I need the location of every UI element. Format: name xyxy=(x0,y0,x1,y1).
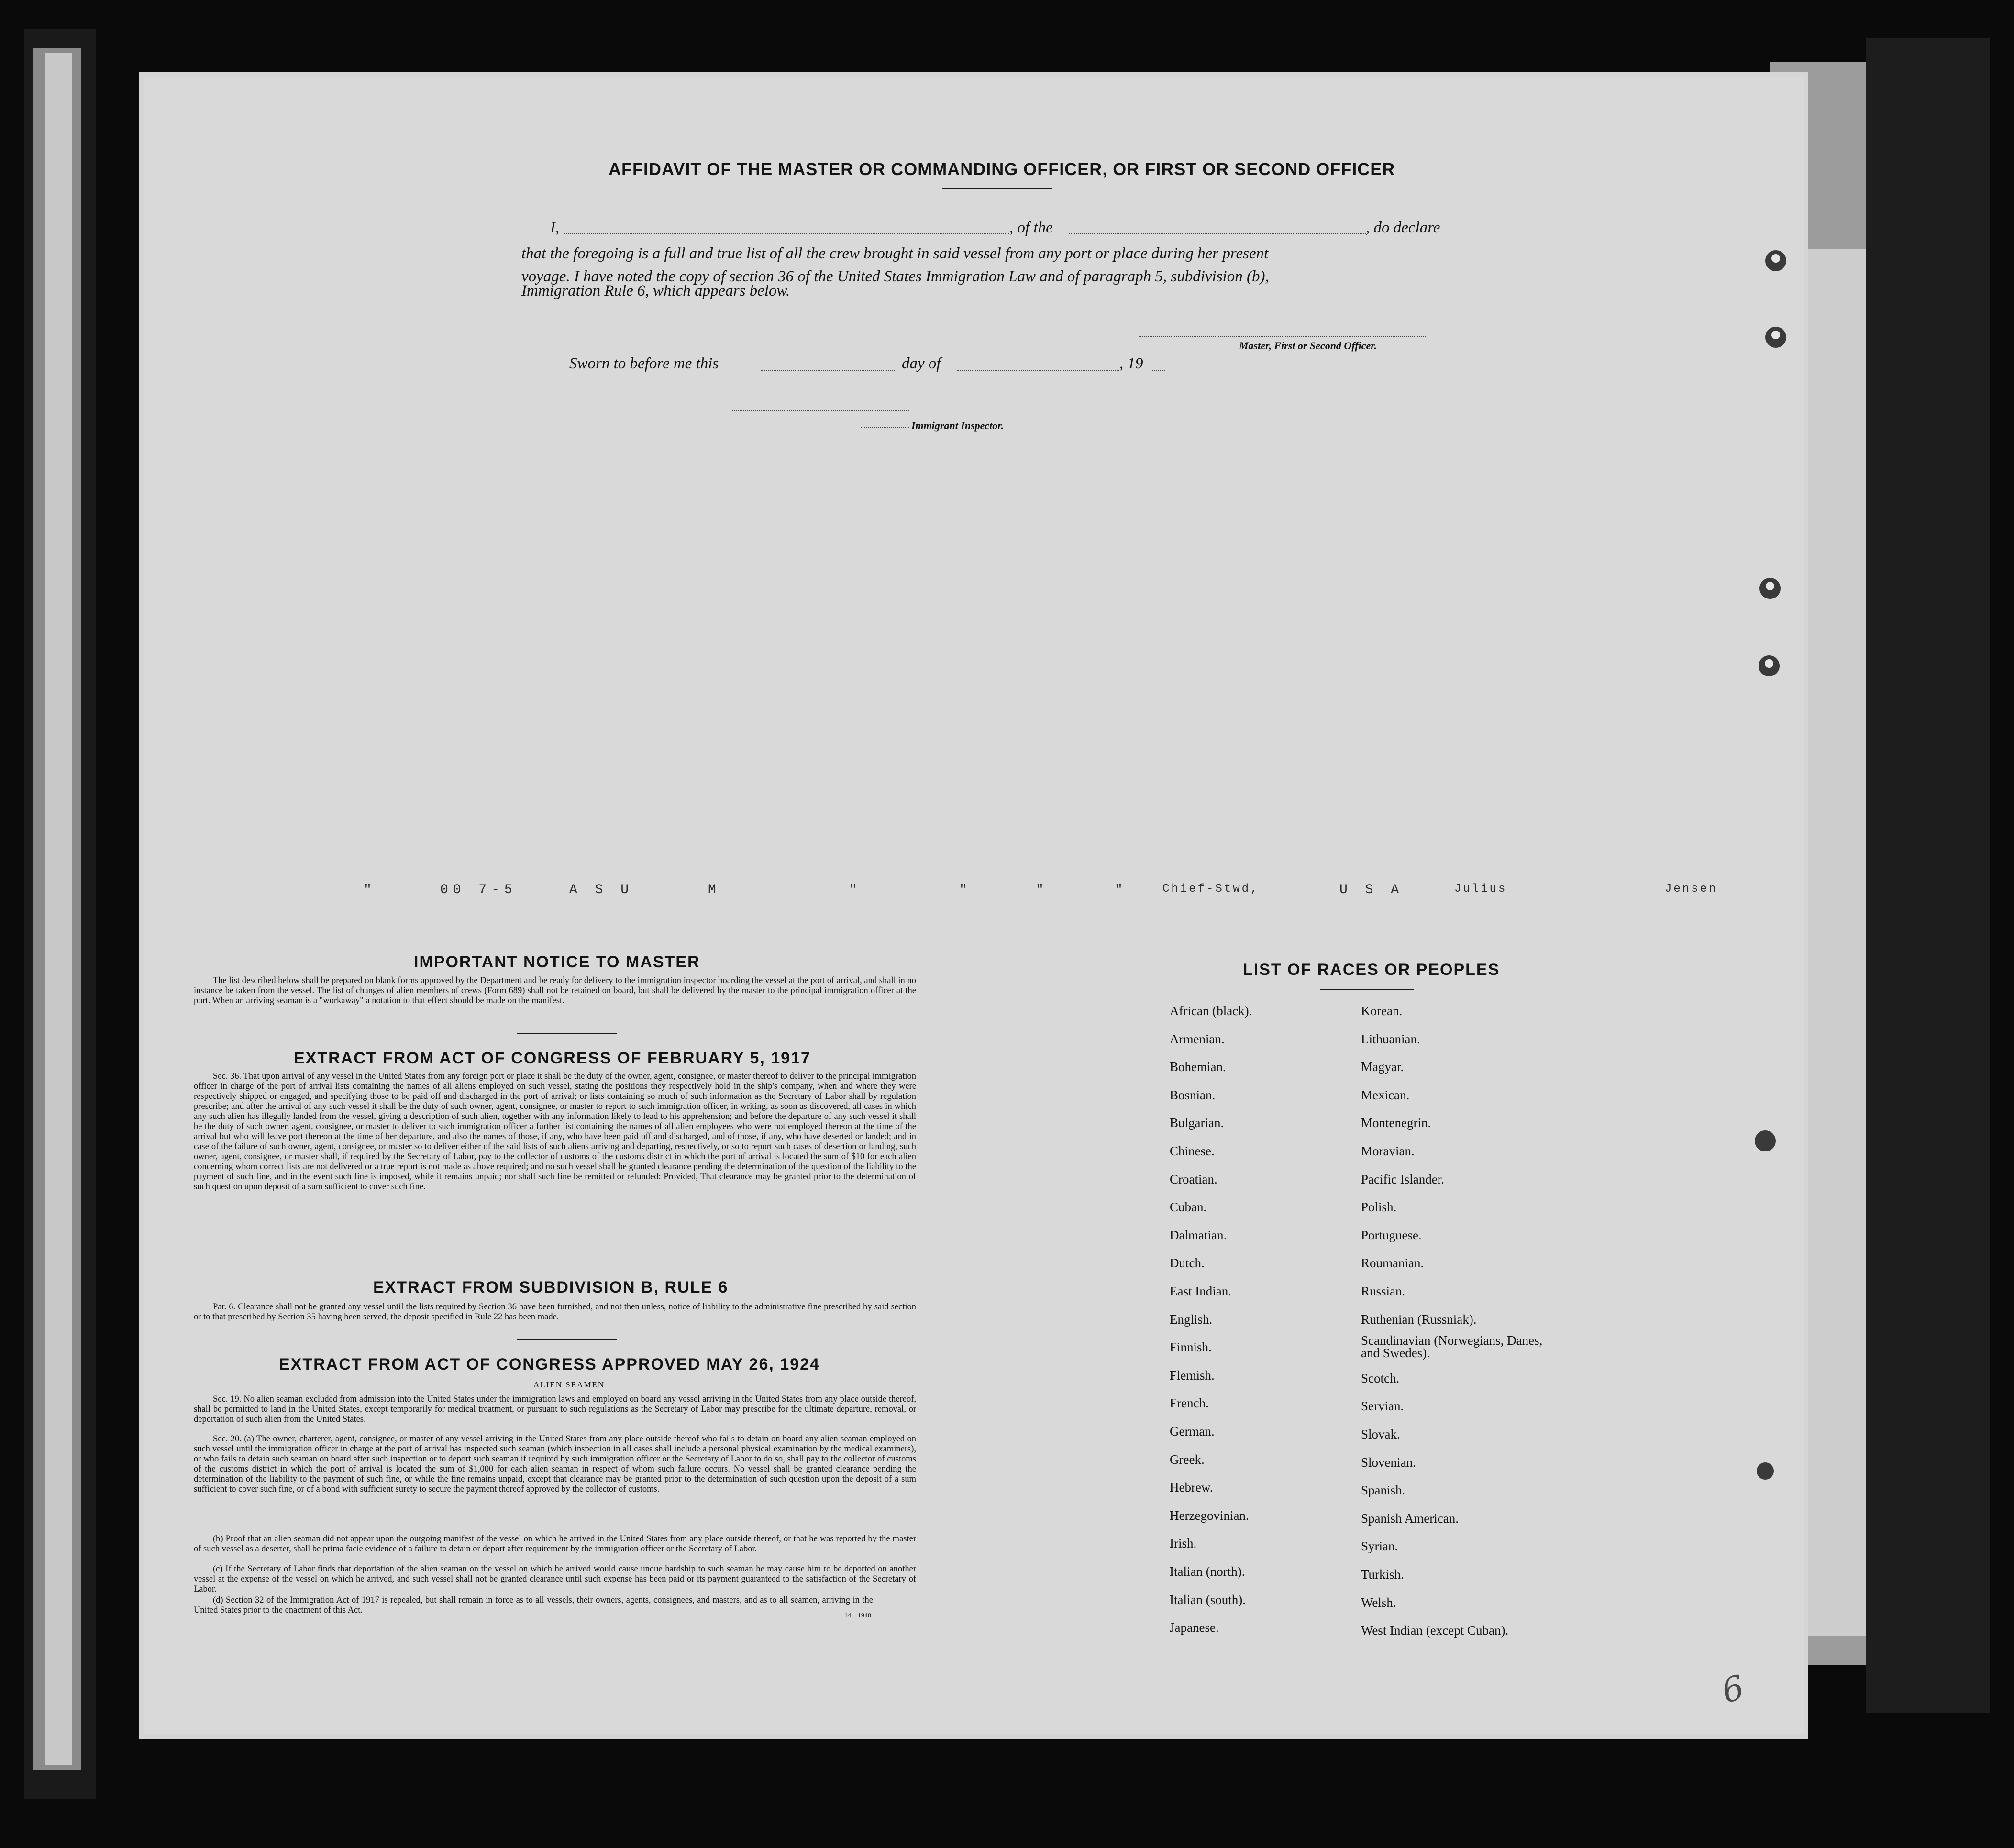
race-item-left: English. xyxy=(1170,1312,1213,1327)
race-item-right: Roumanian. xyxy=(1361,1256,1424,1271)
ghost-text: U S A xyxy=(1339,883,1404,897)
race-item-left: Chinese. xyxy=(1170,1144,1215,1158)
race-item-left: Irish. xyxy=(1170,1536,1197,1551)
ghost-text: " xyxy=(1115,883,1128,897)
sec20d-body: (d) Section 32 of the Immigration Act of 1917 is repealed, but shall remain in force as to all vessels, their owners, agents, consignees, and masters, and as to all seamen, arriving in the United States prior to the enactment of this Act. xyxy=(194,1595,873,1615)
race-item-left: French. xyxy=(1170,1396,1209,1411)
ghost-text: A S U xyxy=(569,883,634,897)
race-item-right: Russian. xyxy=(1361,1284,1405,1298)
extract-1924-title: EXTRACT FROM ACT OF CONGRESS APPROVED MAY 26, 1924 xyxy=(279,1355,820,1373)
race-item-left: Japanese. xyxy=(1170,1620,1219,1635)
ghost-text: " xyxy=(849,883,862,897)
extract-1924-subtitle: ALIEN SEAMEN xyxy=(533,1380,605,1389)
affidavit-line-4: Immigration Rule 6, which appears below. xyxy=(521,282,790,299)
race-item-right: Scotch. xyxy=(1361,1371,1400,1385)
sworn-label: Sworn to before me this xyxy=(569,355,719,372)
race-item-left: Bulgarian. xyxy=(1170,1116,1224,1130)
race-item-right: Portuguese. xyxy=(1361,1228,1422,1242)
race-item-left: Dutch. xyxy=(1170,1256,1205,1271)
ghost-text: " xyxy=(1036,883,1049,897)
race-item-left: African (black). xyxy=(1170,1004,1252,1018)
affidavit-line-2: that the foregoing is a full and true list of all the crew brought in said vessel from any port or place during her present xyxy=(521,245,1269,262)
ghost-text: M xyxy=(708,883,721,897)
race-item-right: Turkish. xyxy=(1361,1567,1404,1582)
race-item-right: Korean. xyxy=(1361,1004,1403,1018)
race-item-right: Montenegrin. xyxy=(1361,1116,1431,1130)
sec19-body: Sec. 19. No alien seaman excluded from admission into the United States under the immigration laws and employed on board any vessel arriving in the United States from any place outside thereof, shall be permitted to land in the United States, except temporarily for medical treatment, or pursuant to such regulations as the Secretary of Labor may prescribe for the ultimate departure, removal, or deportation of such alien from the United States. xyxy=(194,1394,916,1424)
affidavit-line-3: voyage. I have noted the copy of section 36 of the United States Immigration Law and of paragraph 5, subdivision (b), xyxy=(521,268,1269,285)
race-item-right: Spanish. xyxy=(1361,1483,1405,1498)
ghost-text: Julius xyxy=(1454,883,1507,896)
races-title: LIST OF RACES OR PEOPLES xyxy=(1243,961,1500,979)
ghost-text: " xyxy=(959,883,972,897)
extract-1917-title: EXTRACT FROM ACT OF CONGRESS OF FEBRUARY 5, 1917 xyxy=(294,1049,811,1067)
affidavit-do-declare: , do declare xyxy=(1366,219,1440,236)
race-item-left: Armenian. xyxy=(1170,1031,1225,1046)
extract-rule6-title: EXTRACT FROM SUBDIVISION B, RULE 6 xyxy=(373,1278,729,1296)
race-item-right: Mexican. xyxy=(1361,1087,1410,1102)
race-item-right: Moravian. xyxy=(1361,1144,1415,1158)
master-signature-label: Master, First or Second Officer. xyxy=(1239,340,1377,352)
race-item-right: Ruthenian (Russniak). xyxy=(1361,1312,1477,1327)
handwritten-page-number: 6 xyxy=(1717,1667,1748,1711)
race-item-left: Cuban. xyxy=(1170,1200,1207,1215)
ghost-text: 00 7-5 xyxy=(440,883,517,897)
inspector-signature-label: Immigrant Inspector. xyxy=(911,420,1004,432)
year-label: , 19 xyxy=(1119,355,1143,372)
race-item-right: Welsh. xyxy=(1361,1595,1396,1610)
affidavit-title: AFFIDAVIT OF THE MASTER OR COMMANDING OFFICER, OR FIRST OR SECOND OFFICER xyxy=(609,159,1395,179)
race-item-right: Slovenian. xyxy=(1361,1455,1416,1470)
sec20b-body: (b) Proof that an alien seaman did not appear upon the outgoing manifest of the vessel on which he arrived in the United States from any place outside thereof, or that he was reported by the master of such vessel as a deserter, shall be prima facie evidence of a failure to detain or deport after requirement by the immigration officer or the Secretary of Labor. xyxy=(194,1534,916,1554)
race-item-right: Polish. xyxy=(1361,1200,1397,1215)
race-item-right: Spanish American. xyxy=(1361,1511,1459,1526)
race-item-right: Pacific Islander. xyxy=(1361,1172,1444,1186)
affidavit-i: I, xyxy=(550,219,560,236)
sec20c-body: (c) If the Secretary of Labor finds that deportation of the alien seaman on the vessel on which he arrived would cause undue hardship to such seaman he may cause him to be deported on another vessel at the expense of the vessel on which he arrived, and such vessel shall not be granted clearance until such expense has been paid or its payment guaranteed to the satisfaction of the Secretary of Labor. xyxy=(194,1564,916,1594)
race-item-left: Bosnian. xyxy=(1170,1087,1216,1102)
race-item-left: Bohemian. xyxy=(1170,1060,1226,1074)
ghost-text: " xyxy=(364,883,376,897)
extract-1917-body: Sec. 36. That upon arrival of any vessel in the United States from any foreign port or place it shall be the duty of the owner, agent, consignee, or master thereof to deliver to the principal immigration officer in charge of the port of arrival lists containing the names of all aliens employed on such vessel, stating the positions they respectively hold in the ship's company, when and where they were respectively shipped or engaged, and specifying those to be paid off and discharged in the port of arrival; or lists containing so much of such information as the Secretary of Labor shall by regulation prescribe; and after the arrival of any such vessel it shall be the duty of such owner, agent, consignee, or master to report to such immigration officer, in writing, as soon as discovered, all cases in which any such alien has illegally landed from the vessel, giving a description of such alien, together with any information likely to lead to his apprehension; and before the departure of any such vessel it shall be the duty of such owner, agent, consignee, or master to deliver to such immigration officer a further list containing the names of all alien employees who were not employed thereon at the time of the arrival but who will leave port thereon at the time of her departure, and also the names of those, if any, who have been paid off and discharged, and of those, if any, who have deserted or landed; and in case of the failure of such owner, agent, consignee, or master so to deliver either of the said lists of such aliens arriving and departing, respectively, or so to report such cases of desertion or landing, such owner, agent, consignee, or master shall, if required by the Secretary of Labor, pay to the collector of customs of the customs district in which the port of arrival is located the sum of $10 for each alien concerning whom correct lists are not delivered or a true report is not made as above required; and no such vessel shall be granted clearance pending the determination of the question of the liability to the payment of such fine, and in the event such fine is imposed, while it remains unpaid; nor shall such fine be remitted or refunded: Provided, That clearance may be granted prior to the determination of such question upon deposit of a sum sufficient to cover such fine. xyxy=(194,1072,916,1192)
race-item-right: Lithuanian. xyxy=(1361,1031,1420,1046)
sec20a-body: Sec. 20. (a) The owner, charterer, agent, consignee, or master of any vessel arriving in the United States from any place outside thereof who fails to detain on board any alien seaman employed on such vessel until the immigration officer in charge at the port of arrival has inspected such seaman (which inspection in all cases shall include a personal physical examination by the medical examiners), or who fails to detain such seaman on board after such inspection or to deport such seaman if required by such immigration officer or the Secretary of Labor to do so, shall pay to the collector of customs of the customs district in which the port of arrival is located the sum of $1,000 for each alien seaman in respect of whom such failure occurs. No vessel shall be granted clearance pending the determination of the liability to the payment of such fine, or while the fine remains unpaid, except that clearance may be granted prior to the determination of such question upon the deposit of a sum sufficient to cover such fine, or of a bond with sufficient surety to secure the payment thereof approved by the collector of customs. xyxy=(194,1434,916,1494)
notice-body: The list described below shall be prepared on blank forms approved by the Department and be ready for delivery to the immigration inspector boarding the vessel at the port of arrival, and shall in no instance be taken from the vessel. The list of changes of alien members of crews (Form 689) shall not be retained on board, but shall be delivered by the master to the principal immigration officer at the port. When an arriving seaman is a "workaway" a notation to that effect should be made on the manifest. xyxy=(194,976,916,1006)
races-rule xyxy=(1320,989,1414,990)
race-item-right: Scandinavian (Norwegians, Danes, and Swedes). xyxy=(1361,1333,1543,1361)
race-item-left: Croatian. xyxy=(1170,1172,1217,1186)
race-item-left: German. xyxy=(1170,1424,1215,1439)
race-item-left: Italian (south). xyxy=(1170,1592,1246,1607)
race-item-right: Syrian. xyxy=(1361,1539,1398,1554)
race-item-right: Slovak. xyxy=(1361,1427,1400,1441)
ghost-text: Jensen xyxy=(1665,883,1718,896)
race-item-left: Hebrew. xyxy=(1170,1480,1213,1495)
day-of-label: day of xyxy=(902,355,941,372)
race-item-right: Magyar. xyxy=(1361,1060,1404,1074)
race-item-left: Flemish. xyxy=(1170,1368,1215,1383)
form-number: 14—1940 xyxy=(844,1612,871,1619)
race-item-left: Dalmatian. xyxy=(1170,1228,1227,1242)
race-item-left: Greek. xyxy=(1170,1452,1205,1467)
race-item-left: East Indian. xyxy=(1170,1284,1231,1298)
race-item-right: West Indian (except Cuban). xyxy=(1361,1623,1509,1638)
extract-rule6-body: Par. 6. Clearance shall not be granted any vessel until the lists required by Section 36 have been furnished, and not then unless, notice of liability to the administrative fine prescribed by said section or to that prescribed by Section 35 having been served, the deposit specified in Rule 22 has been made. xyxy=(194,1302,916,1322)
race-item-left: Italian (north). xyxy=(1170,1564,1245,1579)
race-item-right: Servian. xyxy=(1361,1399,1404,1414)
ghost-text: Chief-Stwd, xyxy=(1162,883,1260,896)
affidavit-of-the: , of the xyxy=(1009,219,1053,236)
notice-title: IMPORTANT NOTICE TO MASTER xyxy=(414,953,700,971)
race-item-left: Herzegovinian. xyxy=(1170,1508,1249,1523)
race-item-left: Finnish. xyxy=(1170,1340,1212,1355)
